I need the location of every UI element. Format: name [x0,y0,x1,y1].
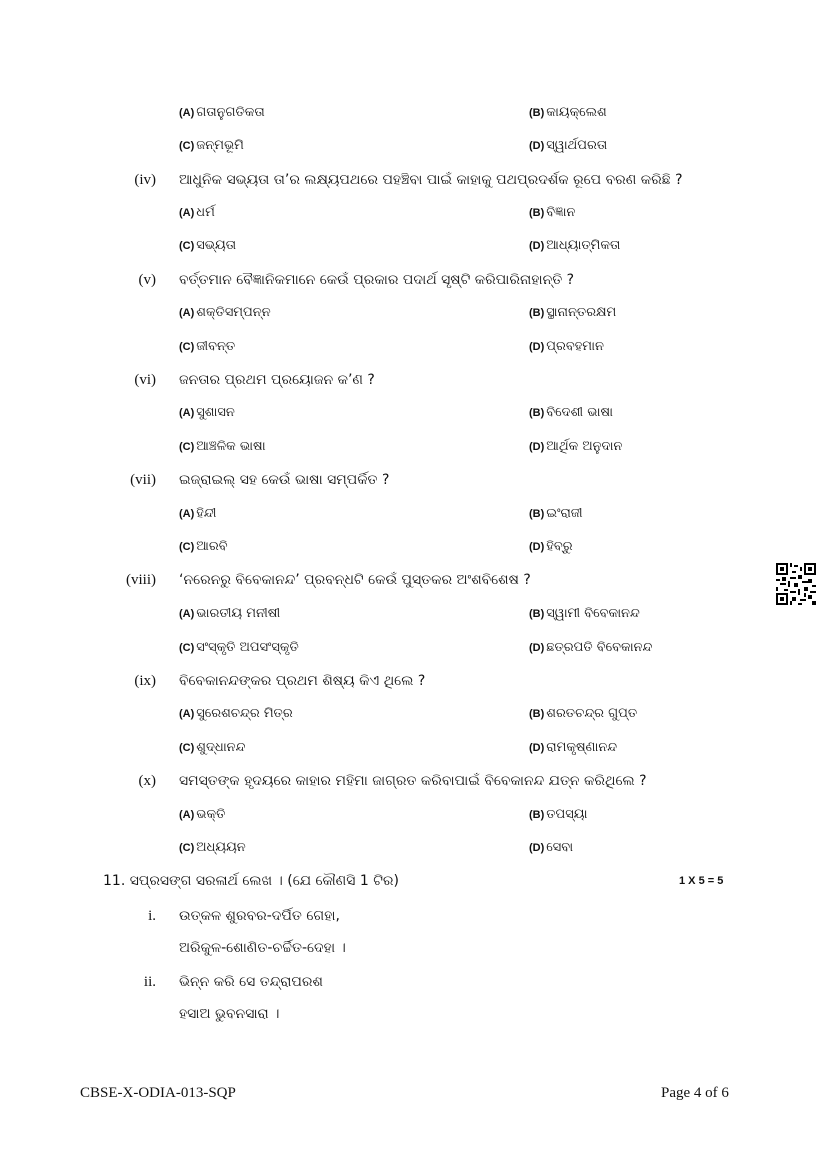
option-b: (B) ସ୍ୱାମୀ ବିବେକାନନ୍ଦ [529,606,640,621]
option-c: (C) ଜନ୍ମଭୂମି [179,138,244,153]
option-c: (C) ଜୀବନ୍ତ [179,339,236,354]
option-b: (B) କାୟକ୍ଲେଶ [529,105,607,120]
option-c: (C) ସଭ୍ୟତା [179,238,237,253]
page-number: Page 4 of 6 [661,1085,729,1101]
question-number: (vii) [130,472,156,488]
poem-line: ଭିନ୍ନ କରି ସେ ତନ୍ଦ୍ରାପରଶ [179,974,323,990]
footer-code: CBSE-X-ODIA-013-SQP [80,1085,236,1101]
option-d: (D) ଛତ୍ରପତି ବିବେକାନନ୍ଦ [529,640,653,655]
question-text: ଆଧୁନିକ ସଭ୍ୟତା ତା’ର ଲକ୍ଷ୍ୟପଥରେ ପହଞ୍ଚିବା ପାଇଁ କାହାକୁ ପଥପ୍ରଦର୍ଶକ ରୂପେ ବରଣ କରିଛି ? [179,172,683,188]
option-c: (C) ଅଧ୍ୟୟନ [179,840,246,855]
option-b: (B) ବିଜ୍ଞାନ [529,205,576,220]
question-number: (iv) [134,172,156,188]
option-b: (B) ସ୍ଥାନାନ୍ତରକ୍ଷମ [529,305,617,320]
poem-line: ହସାଅ ଭୁବନସାରା । [179,1006,280,1022]
option-d: (D) ଆଧ୍ୟାତ୍ମିକତା [529,238,621,253]
option-a: (A) ଭକ୍ତି [179,807,226,822]
option-c: (C) ଆରବି [179,539,228,554]
question-text: ବର୍ତ୍ତମାନ ବୈଜ୍ଞାନିକମାନେ କେଉଁ ପ୍ରକାର ପଦାର୍ଥ ସୃଷ୍ଟି କରିପାରିନାହାନ୍ତି ? [179,272,575,288]
option-c: (C) ସଂସ୍କୃତି ଅପସଂସ୍କୃତି [179,640,299,655]
poem-line: ଅରିକୁଳ-ଶୋଣିତ-ଚର୍ଚ୍ଚିତ-ଦେହା । [179,940,346,956]
option-a: (A) ଶକ୍ତିସମ୍ପନ୍ନ [179,305,271,320]
question-text: ସମସ୍ତଙ୍କ ହୃଦୟରେ କାହାର ମହିମା ଜାଗ୍ରତ କରିବାପାଇଁ ବିବେକାନନ୍ଦ ଯତ୍ନ କରିଥିଲେ ? [179,773,647,789]
qr-code-icon [776,563,816,605]
option-a: (A) ଧର୍ମ [179,205,215,220]
option-c: (C) ଶୁଦ୍ଧାନନ୍ଦ [179,740,246,755]
option-a: (A) ଭାରତୀୟ ମନୀଷୀ [179,606,281,621]
poem-number: i. [148,908,156,924]
option-c: (C) ଆଞ୍ଚଳିକ ଭାଷା [179,439,266,454]
option-d: (D) ହିବ୍ରୁ [529,539,573,554]
option-d: (D) ସେବା [529,840,574,855]
q11-heading: 11. ସପ୍ରସଙ୍ଗ ସରଳାର୍ଥ ଲେଖ । (ଯେ କୌଣସି 1 ଟିର) [103,873,399,889]
poem-number: ii. [143,974,156,990]
option-a: (A) ସୁରେଶଚନ୍ଦ୍ର ମିତ୍ର [179,706,293,721]
question-number: (ix) [134,673,156,689]
option-a: (A) ଗତାନୁଗତିକତା [179,105,265,120]
question-text: ଜନତାର ପ୍ରଥମ ପ୍ରୟୋଜନ କ’ଣ ? [179,372,375,388]
question-text: ଇଜ୍‌ରାଇଲ୍ ସହ କେଉଁ ଭାଷା ସମ୍ପର୍କିତ ? [179,472,390,488]
option-d: (D) ଆର୍ଥିକ ଅନୁଦାନ [529,439,623,454]
question-number: (viii) [126,572,156,588]
q11-marks: 1 X 5 = 5 [679,875,724,887]
poem-line: ଉତ୍କଳ ଶୁରବର-ଦର୍ପିତ ଗେହା, [179,908,340,924]
option-d: (D) ସ୍ୱାର୍ଥପରତା [529,138,608,153]
question-number: (x) [138,773,156,789]
option-b: (B) ଶରତଚନ୍ଦ୍ର ଗୁପ୍ତ [529,706,638,721]
question-text: ବିବେକାନନ୍ଦଙ୍କର ପ୍ରଥମ ଶିଷ୍ୟ କିଏ ଥିଲେ ? [179,673,426,689]
option-d: (D) ପ୍ରବହମାନ [529,339,604,354]
option-b: (B) ତପସ୍ୟା [529,807,588,822]
question-text: ‘ନରେନରୁ ବିବେକାନନ୍ଦ’ ପ୍ରବନ୍ଧଟି କେଉଁ ପୁସ୍ତକର ଅଂଶବିଶେଷ ? [179,572,531,588]
question-number: (v) [138,272,156,288]
option-a: (A) ହିନ୍ଦୀ [179,506,217,521]
option-b: (B) ଇଂରାଜୀ [529,506,583,521]
option-d: (D) ରାମକୃଷ୍ଣାନନ୍ଦ [529,740,618,755]
option-a: (A) ସୁଶାସନ [179,405,235,420]
option-b: (B) ବିଦେଶୀ ଭାଷା [529,405,613,420]
question-number: (vi) [134,372,156,388]
